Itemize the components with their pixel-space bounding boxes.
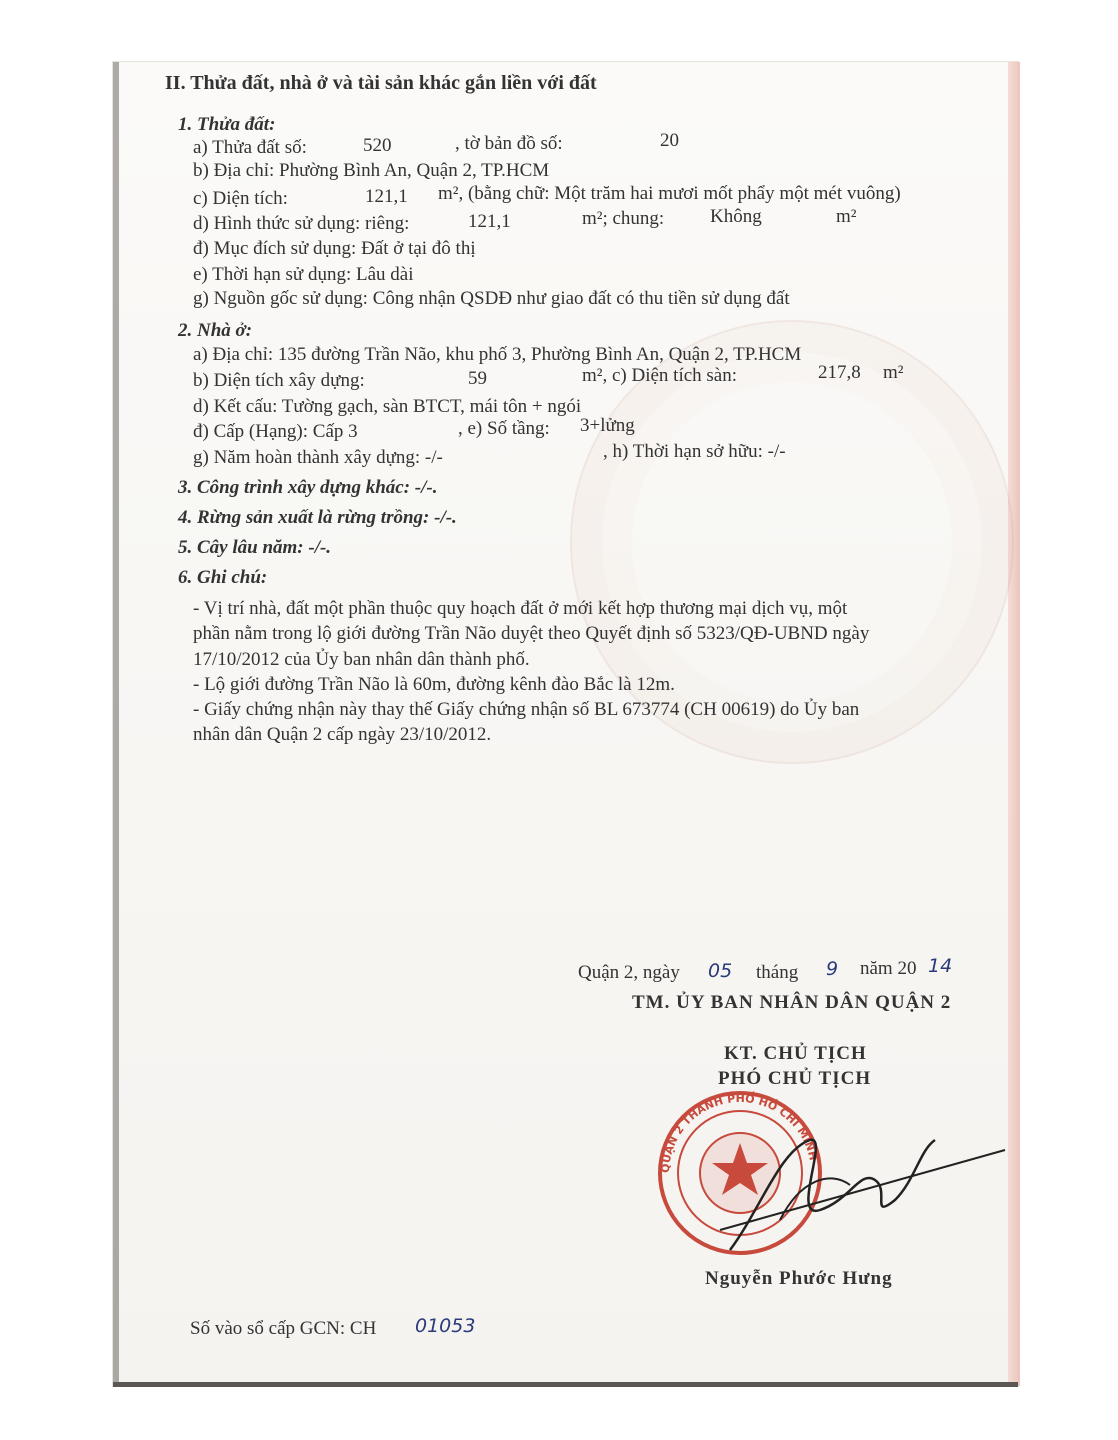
note-line-3: 17/10/2012 của Ủy ban nhân dân thành phố.	[193, 649, 530, 670]
land-usage-label: d) Hình thức sử dụng: riêng:	[193, 213, 410, 234]
note-line-4: - Lộ giới đường Trần Não là 60m, đường kênh đào Bắc là 12m.	[193, 674, 675, 695]
land-address: b) Địa chỉ: Phường Bình An, Quận 2, TP.HCM	[193, 160, 550, 181]
land-parcel-value: 520	[363, 135, 392, 156]
date-year: 14	[928, 955, 953, 977]
signer-title-2: PHÓ CHỦ TỊCH	[718, 1068, 872, 1089]
land-area-value: 121,1	[365, 186, 408, 207]
house-structure: d) Kết cấu: Tường gạch, sàn BTCT, mái tôn + ngói	[193, 396, 582, 417]
house-ownership-term: , h) Thời hạn sở hữu: -/-	[603, 441, 786, 462]
section-title: II. Thửa đất, nhà ở và tài sản khác gắn liền với đất	[165, 72, 597, 94]
seal-text: QUẬN 2 THÀNH PHỐ HỒ CHÍ MINH	[658, 1091, 820, 1174]
land-usage-unit: m²	[836, 206, 857, 227]
house-address: a) Địa chỉ: 135 đường Trần Não, khu phố 3, Phường Bình An, Quận 2, TP.HCM	[193, 344, 802, 365]
page-edge-bottom	[113, 1382, 1018, 1387]
land-heading: 1. Thửa đất:	[178, 114, 276, 135]
land-term: e) Thời hạn sử dụng: Lâu dài	[193, 264, 414, 285]
land-usage-mid: m²; chung:	[582, 208, 665, 229]
registry-number: 01053	[415, 1315, 476, 1337]
signer-title-1: KT. CHỦ TỊCH	[724, 1043, 867, 1064]
perennial-trees: 5. Cây lâu năm: -/-.	[178, 537, 332, 558]
date-day: 05	[708, 960, 733, 982]
land-area-words: m², (bằng chữ: Một trăm hai mươi mốt phẩy một mét vuông)	[438, 183, 901, 204]
house-floors-value: 3+lửng	[580, 415, 635, 436]
house-build-area-label: b) Diện tích xây dựng:	[193, 370, 365, 391]
land-area-label: c) Diện tích:	[193, 188, 288, 209]
date-prefix: Quận 2, ngày	[578, 962, 680, 983]
date-month: 9	[826, 958, 839, 980]
note-line-1: - Vị trí nhà, đất một phần thuộc quy hoạch đất ở mới kết hợp thương mại dịch vụ, một	[193, 598, 848, 619]
land-usage-private: 121,1	[468, 211, 511, 232]
house-build-area-value: 59	[468, 368, 487, 389]
house-floor-area-unit: m²	[883, 362, 904, 383]
note-line-5: - Giấy chứng nhận này thay thế Giấy chứng nhận số BL 673774 (CH 00619) do Ủy ban	[193, 699, 860, 720]
house-floor-area-value: 217,8	[818, 362, 861, 383]
land-usage-shared: Không	[710, 206, 762, 227]
production-forest: 4. Rừng sản xuất là rừng trồng: -/-.	[178, 507, 457, 528]
house-completion-year: g) Năm hoàn thành xây dựng: -/-	[193, 447, 443, 468]
issuing-org: TM. ỦY BAN NHÂN DÂN QUẬN 2	[632, 992, 952, 1013]
date-month-label: tháng	[756, 962, 799, 983]
house-floors-label: , e) Số tầng:	[458, 418, 550, 439]
note-line-6: nhân dân Quận 2 cấp ngày 23/10/2012.	[193, 724, 492, 745]
land-map-value: 20	[660, 130, 679, 151]
handwritten-signature	[700, 1110, 1010, 1270]
land-parcel-label: a) Thửa đất số:	[193, 137, 307, 158]
land-origin: g) Nguồn gốc sử dụng: Công nhận QSDĐ như giao đất có thu tiền sử dụng đất	[193, 288, 790, 309]
house-heading: 2. Nhà ở:	[178, 320, 253, 341]
house-grade: đ) Cấp (Hạng): Cấp 3	[193, 421, 358, 442]
land-map-label: , tờ bản đồ số:	[455, 133, 563, 154]
registry-label: Số vào sổ cấp GCN: CH	[190, 1318, 377, 1339]
note-line-2: phần nằm trong lộ giới đường Trần Não duyệt theo Quyết định số 5323/QĐ-UBND ngày	[193, 623, 870, 644]
other-construction: 3. Công trình xây dựng khác: -/-.	[178, 477, 438, 498]
signer-name: Nguyễn Phước Hưng	[705, 1268, 893, 1289]
land-purpose: đ) Mục đích sử dụng: Đất ở tại đô thị	[193, 238, 476, 259]
house-floor-area-label: m², c) Diện tích sàn:	[582, 365, 738, 386]
page-edge-left	[113, 62, 119, 1386]
notes-heading: 6. Ghi chú:	[178, 567, 268, 588]
date-year-label: năm 20	[860, 958, 917, 979]
